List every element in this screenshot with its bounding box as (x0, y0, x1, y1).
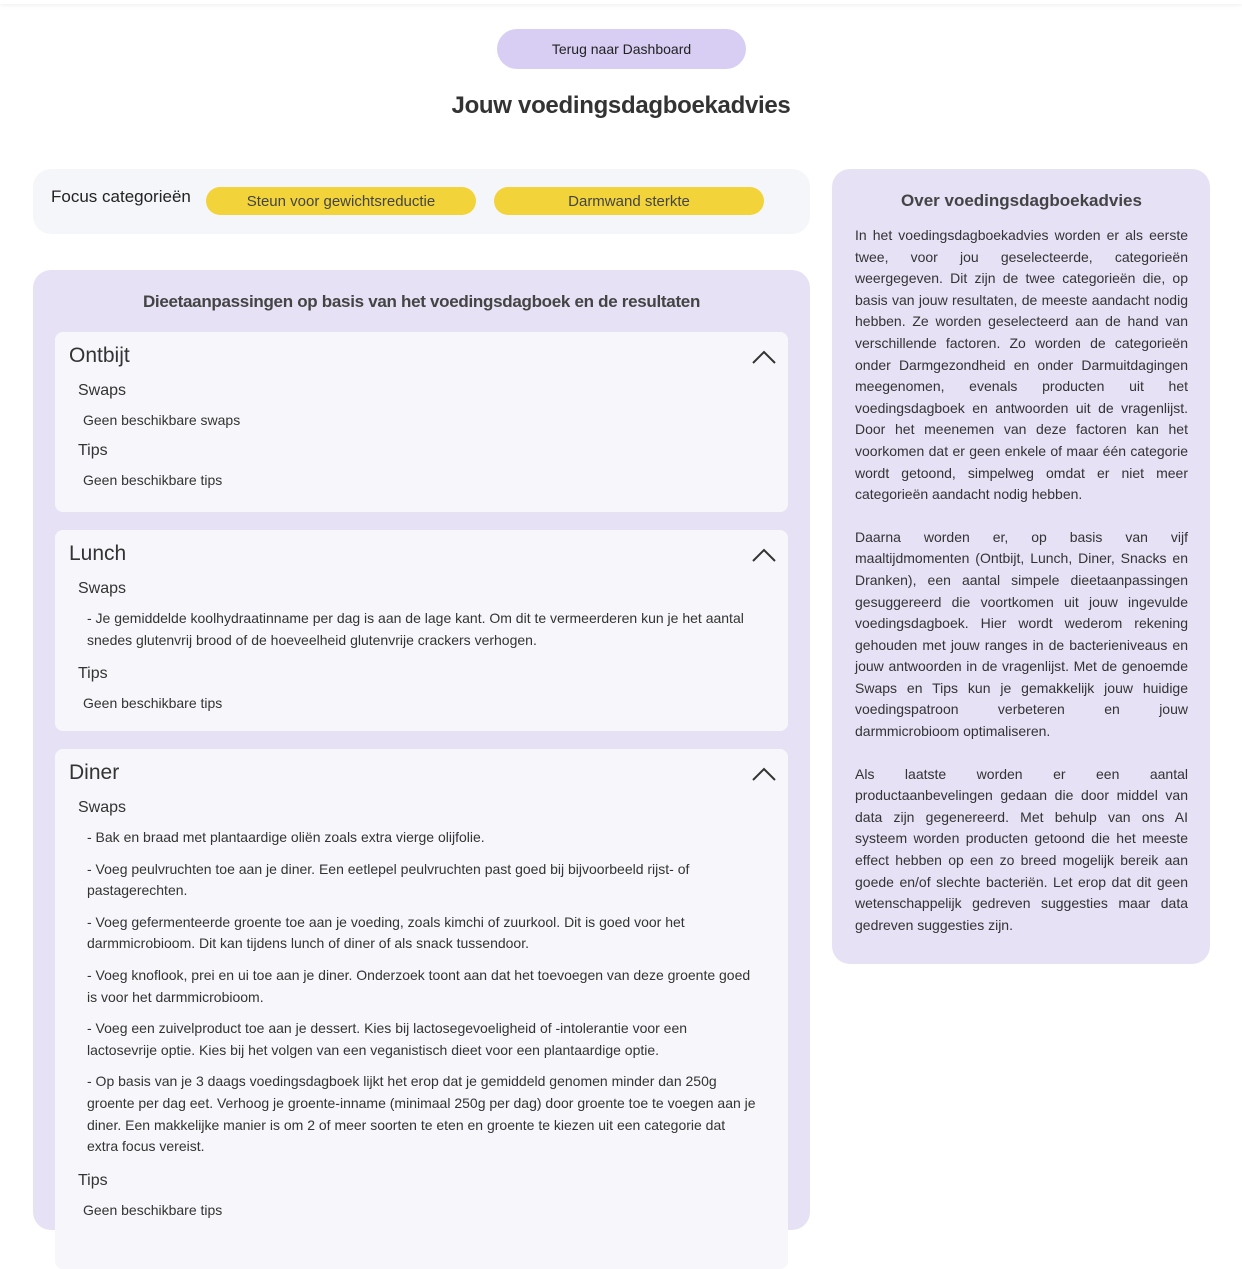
tips-empty: Geen beschikbare tips (83, 695, 223, 712)
focus-label: Focus categorieën (51, 187, 191, 206)
focus-categories (33, 169, 810, 234)
chevron-up-icon[interactable] (752, 767, 776, 781)
about-paragraph: Als laatste worden er een aantal productaanbevelingen gedaan die door middel van data zijn gegenereerd. Met behulp van ons AI systeem worden producten getoond die het meeste effect hebben op een zo breed mogelijk bereik aan goede en/of slechte bacteriën. Let erop dat dit geen wetenschappelijk gedreven suggesties maar data gedreven suggesties zijn. (855, 765, 1188, 933)
focus-chip: Steun voor gewichtsreductie (206, 187, 476, 215)
about-paragraph: Daarna worden er, op basis van vijf maaltijdmomenten (Ontbijt, Lunch, Diner, Snacks en Dranken), een aantal simpele dieetaanpassingen gesuggereerd die voortkomen uit jouw ingevulde voedingsdagboek. Hier wordt wederom rekening gehouden met jouw ranges in de bacterieniveaus en jouw antwoorden in de vragenlijst. Met de genoemde Swaps en Tips kun je gemakkelijk jouw huidige voedingspatroon verbeteren en jouw darmmicrobioom optimaliseren. (855, 528, 1188, 740)
meal-title: Ontbijt (69, 344, 130, 367)
swaps-empty: Geen beschikbare swaps (83, 412, 241, 428)
swap-item: - Voeg gefermenteerde groente toe aan je voeding, zoals kimchi of zuurkool. Dit is goed voor het darmmicrobioom. Dit kan tijdens lunch of diner of als snack tussendoor. (87, 913, 685, 952)
about-panel (832, 169, 1210, 964)
meal-card-ontbijt (55, 332, 788, 512)
top-bar (0, 0, 1242, 4)
swap-item: - Je gemiddelde koolhydraatinname per dag is aan de lage kant. Om dit te vermeerderen kun je het aantal snedes glutenvrij brood of de hoeveelheid glutenvrije crackers verhogen. (87, 610, 744, 648)
page-title: Jouw voedingsdagboekadvies (451, 92, 791, 119)
swap-item: - Voeg peulvruchten toe aan je diner. Een eetlepel peulvruchten past goed bij bijvoorbeeld rijst- of pastagerechten. (87, 860, 690, 899)
about-paragraph: In het voedingsdagboekadvies worden er als eerste twee, voor jou geselecteerde, categorieën weergegeven. Dit zijn de twee categorieën die, op basis van jouw resultaten, de meeste aandacht nodig hebben. Ze worden geselecteerd aan de hand van verschillende factoren. Zo worden de categorieën onder Darmgezondheid en onder Darmuitdagingen meegenomen, evenals producten uit het voedingsdagboek en antwoorden uit de vragenlijst. Door het meenemen van deze factoren kan het voorkomen dat er geen enkele of maar één categorie wordt getoond, simpelweg omdat er niet meer categorieën aandacht nodig hebben. (855, 227, 1188, 503)
swap-item: - Bak en braad met plantaardige oliën zoals extra vierge olijfolie. (87, 829, 485, 845)
swap-item: - Op basis van je 3 daags voedingsdagboek lijkt het erop dat je gemiddeld genomen minder dan 250g groente per dag eet. Verhoog je groente-inname (minimaal 250g per dag) door groente toe te voegen aan je diner. Een makkelijke manier is om 2 of meer soorten te eten en groente te kiezen uit een categorie dat extra focus vereist. (87, 1073, 756, 1155)
tips-empty: Geen beschikbare tips (83, 1201, 223, 1218)
swaps-label: Swaps (78, 382, 127, 399)
focus-chip: Darmwand sterkte (494, 187, 764, 215)
swaps-label: Swaps (78, 799, 127, 816)
back-to-dashboard-button[interactable]: Terug naar Dashboard (497, 29, 746, 69)
swap-item: - Voeg knoflook, prei en ui toe aan je diner. Onderzoek toont aan dat het toevoegen van deze groente goed is voor het darmmicrobioom. (87, 966, 751, 1005)
meal-title: Diner (69, 761, 120, 784)
chevron-up-icon[interactable] (752, 350, 776, 364)
swaps-label: Swaps (78, 580, 127, 597)
meal-card-lunch (55, 530, 788, 731)
diet-adjustments-panel (33, 270, 810, 1230)
about-title: Over voedingsdagboekadvies (901, 191, 1142, 210)
meal-title: Lunch (69, 542, 127, 565)
chevron-up-icon[interactable] (752, 548, 776, 562)
tips-empty: Geen beschikbare tips (83, 472, 223, 488)
tips-label: Tips (78, 665, 108, 683)
panel-title: Dieetaanpassingen op basis van het voedingsdagboek en de resultaten (142, 292, 701, 311)
tips-label: Tips (78, 442, 108, 459)
tips-label: Tips (78, 1171, 108, 1189)
swap-item: - Voeg een zuivelproduct toe aan je dessert. Kies bij lactosegevoeligheid of -intolerantie voor een lactosevrije optie. Kies bij het volgen van een veganistisch dieet voor een plantaardige optie. (87, 1020, 688, 1058)
meal-card-diner (55, 749, 788, 1269)
